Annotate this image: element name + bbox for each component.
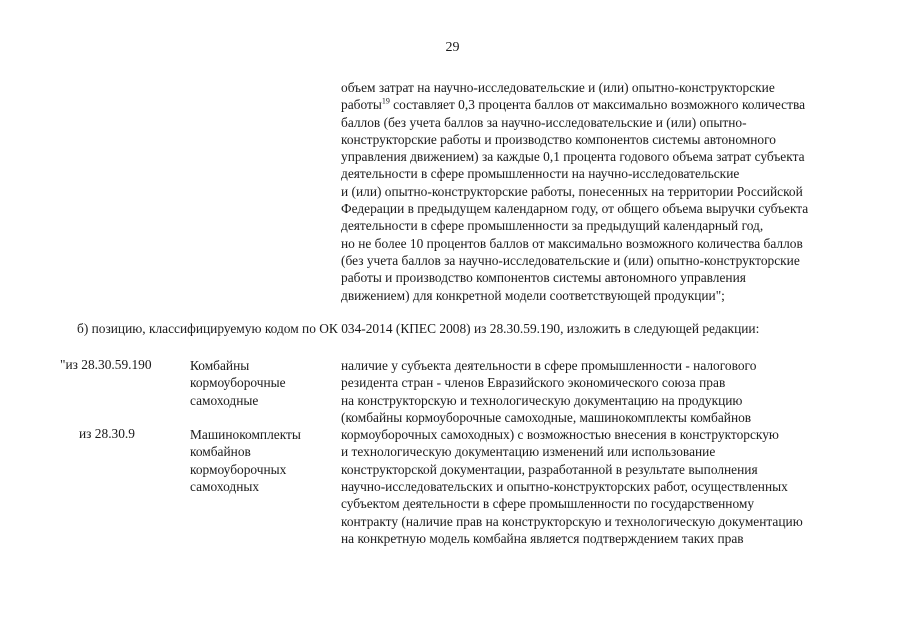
- requirement-line: на конкретную модель комбайна является подтверждением таких прав: [341, 530, 744, 546]
- paragraph-line: движением) для конкретной модели соответствующей продукции";: [341, 287, 725, 303]
- product-name-line: Комбайны: [190, 358, 250, 373]
- paragraph-line: баллов (без учета баллов за научно-исследовательские и (или) опытно-: [341, 114, 747, 130]
- requirement-line: наличие у субъекта деятельности в сфере промышленности - налогового: [341, 358, 757, 373]
- paragraph-line: деятельности в сфере промышленности на научно-исследовательские: [341, 166, 740, 182]
- product-code-2: из 28.30.9: [79, 426, 135, 441]
- item-b-instruction: б) позицию, классифицируемую кодом по ОК 034-2014 (КПЕС 2008) из 28.30.59.190, изложить в следующей редакции:: [77, 321, 760, 336]
- footnote-reference[interactable]: 19: [381, 96, 390, 106]
- product-name-line: самоходных: [190, 478, 260, 494]
- product-name-line: комбайнов: [190, 444, 251, 460]
- requirement-line: резидента стран - членов Евразийского экономического союза прав: [341, 375, 726, 391]
- paragraph-line: и (или) опытно-конструкторские работы, понесенных на территории Российской: [341, 183, 803, 199]
- product-name-1: [190, 357, 330, 409]
- paragraph-line: деятельности в сфере промышленности за предыдущий календарный год,: [341, 218, 764, 234]
- paragraph-line-text: составляет 0,3 процента баллов от максимально возможного количества: [389, 97, 806, 113]
- requirement-line: кормоуборочных самоходных) с возможностью внесения в конструкторскую: [341, 427, 779, 443]
- requirement-line: контракту (наличие прав на конструкторскую и технологическую документацию: [341, 513, 803, 529]
- paragraph-line: Федерации в предыдущем календарном году, от общего объема выручки субъекта: [341, 201, 809, 217]
- requirement-text: [341, 357, 881, 547]
- paragraph-line: управления движением) за каждые 0,1 процента годового объема затрат субъекта: [341, 149, 805, 165]
- paragraph-line: работы и производство компонентов системы автономного управления: [341, 270, 746, 286]
- product-code-1: "из 28.30.59.190: [60, 357, 152, 372]
- paragraph-line: но не более 10 процентов баллов от максимально возможного количества баллов: [341, 235, 803, 251]
- requirement-line: и технологическую документацию изменений или использование: [341, 444, 716, 460]
- paragraph-line: объем затрат на научно-исследовательские и (или) опытно-конструкторские: [341, 80, 775, 95]
- paragraph-line: [341, 96, 881, 113]
- requirement-line: субъектом деятельности в сфере промышленности по государственному: [341, 496, 755, 512]
- paragraph-continuation: [341, 79, 881, 304]
- requirement-line: (комбайны кормоуборочные самоходные, машинокомплекты комбайнов: [341, 409, 752, 425]
- product-name-line: кормоуборочных: [190, 461, 287, 477]
- product-name-line: кормоуборочные: [190, 375, 286, 391]
- product-name-line: Машинокомплекты: [190, 427, 301, 442]
- page-number: 29: [445, 40, 460, 55]
- product-name-line: самоходные: [190, 392, 259, 408]
- product-name-2: [190, 426, 330, 495]
- paragraph-line: (без учета баллов за научно-исследовательские и (или) опытно-конструкторские: [341, 252, 800, 268]
- paragraph-line-text: работы: [341, 97, 382, 113]
- paragraph-line: конструкторские работы и производство компонентов системы автономного: [341, 131, 776, 147]
- requirement-line: конструкторской документации, разработанной в результате выполнения: [341, 461, 758, 477]
- requirement-line: научно-исследовательских и опытно-конструкторских работ, осуществленных: [341, 479, 788, 495]
- requirement-line: на конструкторскую и технологическую документацию на продукцию: [341, 392, 743, 408]
